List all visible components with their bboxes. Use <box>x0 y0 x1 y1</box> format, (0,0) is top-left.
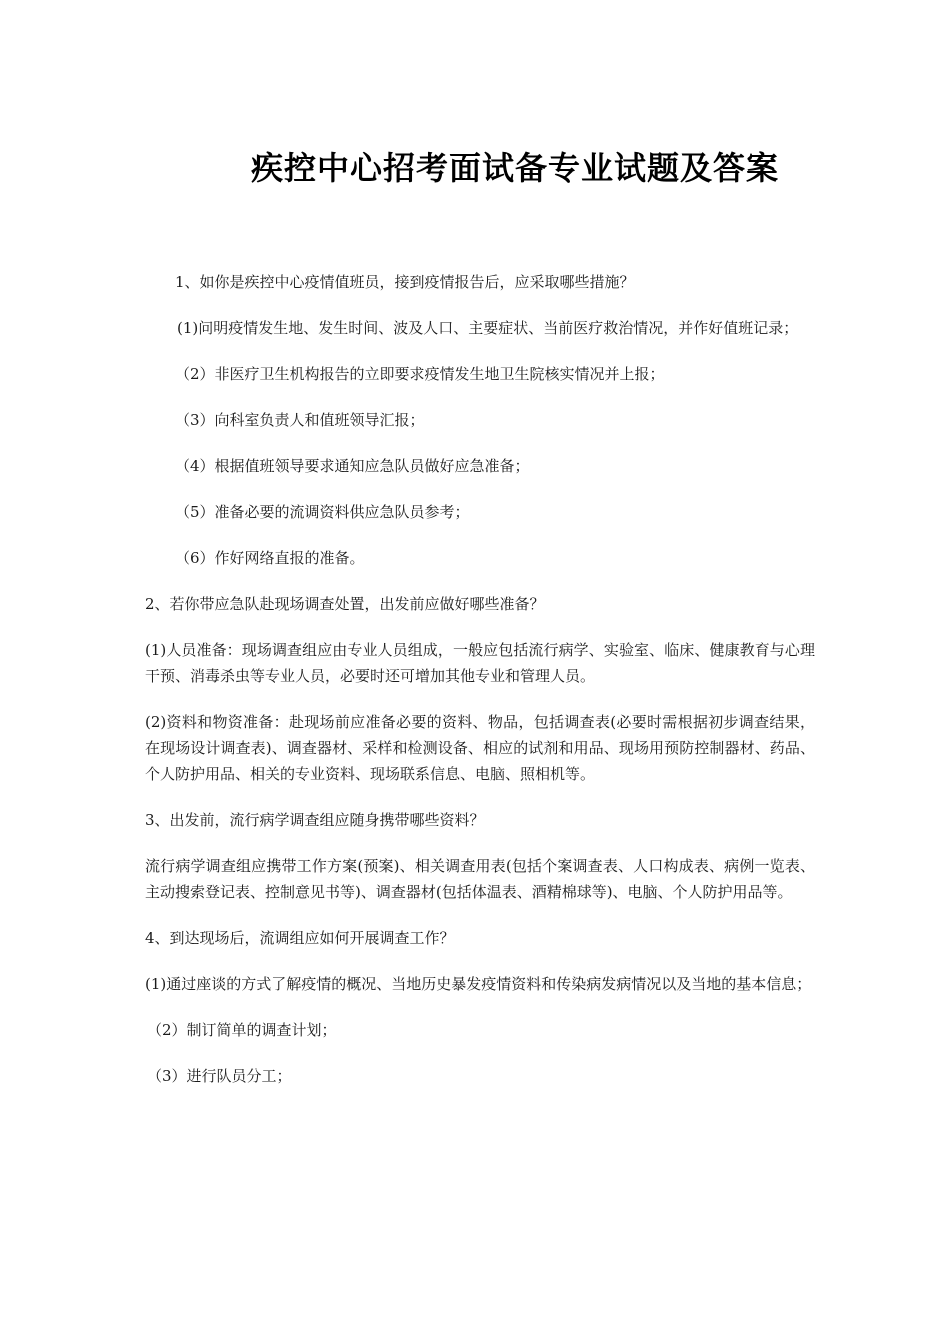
document-body <box>145 269 815 1109</box>
answer-2-materials: (2)资料和物资准备：赴现场前应准备必要的资料、物品，包括调查表(必要时需根据初步调查结果，在现场设计调查表)、调查器材、采样和检测设备、相应的试剂和用品、现场用预防控制器材、药品、个人防护用品、相关的专业资料、现场联系信息、电脑、照相机等。 <box>145 713 815 783</box>
answer-1-step-3: （3）向科室负责人和值班领导汇报； <box>175 411 425 429</box>
answer-1-step-1: (1)问明疫情发生地、发生时间、波及人口、主要症状、当前医疗救治情况，并作好值班记录； <box>177 319 799 337</box>
answer-3: 流行病学调查组应携带工作方案(预案)、相关调查用表(包括个案调查表、人口构成表、病例一览表、主动搜索登记表、控制意见书等)、调查器材(包括体温表、酒精棉球等)、电脑、个人防护用品等。 <box>145 857 815 901</box>
page-title: 疾控中心招考面试备专业试题及答案 <box>250 149 779 187</box>
answer-1-step-4: （4）根据值班领导要求通知应急队员做好应急准备； <box>175 457 530 475</box>
question-3: 3、出发前，流行病学调查组应随身携带哪些资料？ <box>145 811 485 829</box>
answer-4-step-1: (1)通过座谈的方式了解疫情的概况、当地历史暴发疫情资料和传染病发病情况以及当地的基本信息； <box>145 975 812 993</box>
answer-1-step-5: （5）准备必要的流调资料供应急队员参考； <box>175 503 470 521</box>
answer-1-step-6: （6）作好网络直报的准备。 <box>175 549 365 567</box>
answer-1-step-2: （2）非医疗卫生机构报告的立即要求疫情发生地卫生院核实情况并上报； <box>175 365 665 383</box>
answer-2-personnel: (1)人员准备：现场调查组应由专业人员组成，一般应包括流行病学、实验室、临床、健康教育与心理干预、消毒杀虫等专业人员，必要时还可增加其他专业和管理人员。 <box>145 641 815 685</box>
question-4: 4、到达现场后，流调组应如何开展调查工作？ <box>145 929 455 947</box>
question-1: 1、如你是疾控中心疫情值班员，接到疫情报告后，应采取哪些措施？ <box>175 273 635 291</box>
question-2: 2、若你带应急队赴现场调查处置，出发前应做好哪些准备？ <box>145 595 545 613</box>
answer-4-step-2: （2）制订简单的调查计划； <box>147 1021 337 1039</box>
answer-4-step-3: （3）进行队员分工； <box>147 1067 292 1085</box>
